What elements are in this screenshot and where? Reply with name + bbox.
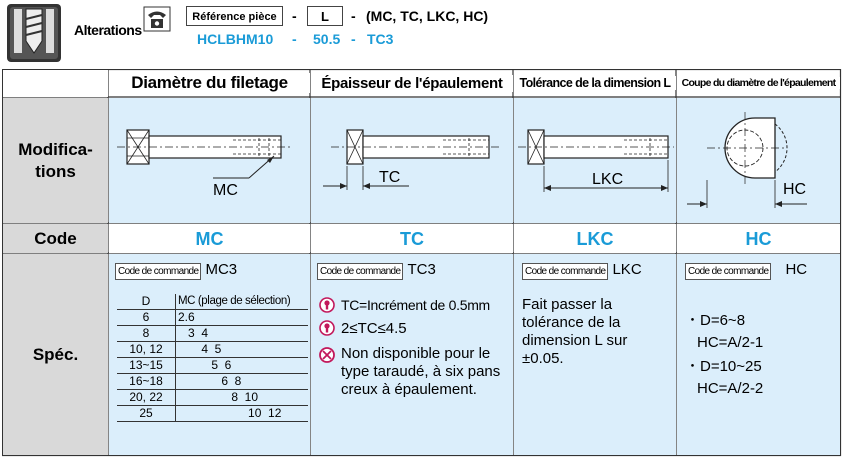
tc-item-text: Non disponible pour le type taraudé, à six pans creux à épaulement. — [341, 345, 501, 398]
table-row — [117, 326, 308, 342]
example-dash: - — [292, 31, 297, 47]
mc-range-table — [117, 294, 308, 422]
table-row — [117, 374, 308, 390]
column-header-thread-diameter: Diamètre du filetage — [109, 73, 310, 93]
diagram-mc — [109, 98, 310, 223]
row-label-code: Code — [3, 224, 108, 253]
diagram-label-lkc: LKC — [592, 171, 624, 188]
order-code-label: Code de commande — [317, 263, 403, 280]
order-code-value: MC3 — [205, 261, 238, 278]
separator-dash: - — [351, 8, 356, 24]
tc-item — [319, 296, 509, 314]
diagram-label-mc: MC — [213, 182, 238, 199]
bolt-length-diagram — [514, 98, 676, 223]
code-hc: HC — [677, 224, 840, 253]
row-label-spec: Spéc. — [3, 254, 108, 455]
order-code-label: Code de commande — [115, 263, 201, 280]
shoulder-cut-diagram — [677, 98, 840, 223]
column-header-shoulder-thickness: Épaisseur de l'épaulement — [311, 75, 513, 92]
spec-lkc — [514, 254, 676, 455]
hc-line: ・D=10~25 — [685, 358, 762, 375]
example-code: TC3 — [367, 31, 394, 47]
order-code-label: Code de commande — [522, 263, 608, 280]
code-mc: MC — [109, 224, 310, 253]
separator-dash: - — [292, 8, 297, 24]
table-cell: 6 8 — [176, 374, 309, 390]
phone-icon — [143, 6, 171, 32]
table-header: D — [117, 294, 176, 310]
header — [0, 0, 844, 68]
prohibited-icon — [319, 347, 335, 363]
part-reference-box: Référence pièce — [186, 6, 283, 26]
row-label-modifications: Modifica- tions — [3, 98, 108, 223]
tc-item — [319, 320, 509, 338]
example-part-number: HCLBHM10 — [197, 31, 274, 47]
info-icon — [319, 297, 335, 313]
info-icon — [319, 320, 335, 336]
spec-mc — [109, 254, 310, 455]
column-header-length-tolerance: Tolérance de la dimension L — [514, 76, 676, 90]
column-header-shoulder-cut: Coupe du diamètre de l'épaulement — [677, 77, 840, 89]
spec-hc — [677, 254, 840, 455]
corner-cell — [3, 70, 108, 97]
order-code-value: LKC — [612, 261, 642, 278]
bolt-shoulder-diagram — [311, 98, 513, 223]
table-cell: 10, 12 — [117, 342, 176, 358]
alteration-logo-icon — [6, 3, 62, 63]
bolt-thread-diagram — [109, 98, 310, 223]
table-cell: 3 4 — [176, 326, 309, 342]
table-row — [117, 294, 308, 310]
code-lkc: LKC — [514, 224, 676, 253]
table-row — [117, 358, 308, 374]
tc-item — [319, 345, 509, 399]
example-dash: - — [351, 31, 356, 47]
order-code-value: TC3 — [407, 261, 436, 278]
table-cell: 5 6 — [176, 358, 309, 374]
diagram-hc — [677, 98, 840, 223]
table-row — [117, 390, 308, 406]
code-tc: TC — [311, 224, 513, 253]
table-cell: 13~15 — [117, 358, 176, 374]
table-cell: 20, 22 — [117, 390, 176, 406]
table-header: MC (plage de sélection) — [176, 294, 309, 310]
table-cell: 8 — [117, 326, 176, 342]
alterations-list: (MC, TC, LKC, HC) — [366, 8, 489, 24]
table-row — [117, 406, 308, 422]
hc-line: HC=A/2-2 — [697, 380, 764, 397]
hc-line: ・D=6~8 — [685, 312, 746, 329]
example-length: 50.5 — [313, 31, 341, 47]
hc-line: HC=A/2-1 — [697, 334, 764, 351]
diagram-lkc — [514, 98, 676, 223]
tc-item-text: 2≤TC≤4.5 — [341, 320, 407, 337]
diagram-label-hc: HC — [783, 181, 807, 198]
table-row — [117, 342, 308, 358]
table-cell: 4 5 — [176, 342, 309, 358]
length-box: L — [307, 6, 343, 26]
table-cell: 8 10 — [176, 390, 309, 406]
table-cell: 25 — [117, 406, 176, 422]
tc-item-text: TC=Incrément de 0.5mm — [341, 297, 490, 313]
table-row — [117, 310, 308, 326]
order-code-value: HC — [785, 261, 808, 278]
diagram-label-tc: TC — [379, 169, 401, 186]
order-code-label: Code de commande — [685, 263, 771, 280]
diagram-tc — [311, 98, 513, 223]
lkc-description: Fait passer la tolérance de la dimension L sur ±0.05. — [522, 296, 628, 367]
table-cell: 16~18 — [117, 374, 176, 390]
alterations-label: Alterations — [74, 22, 142, 38]
spec-tc — [311, 254, 513, 455]
table-cell: 10 12 — [176, 406, 309, 422]
table-cell: 6 — [117, 310, 176, 326]
table-cell: 2.6 — [176, 310, 309, 326]
